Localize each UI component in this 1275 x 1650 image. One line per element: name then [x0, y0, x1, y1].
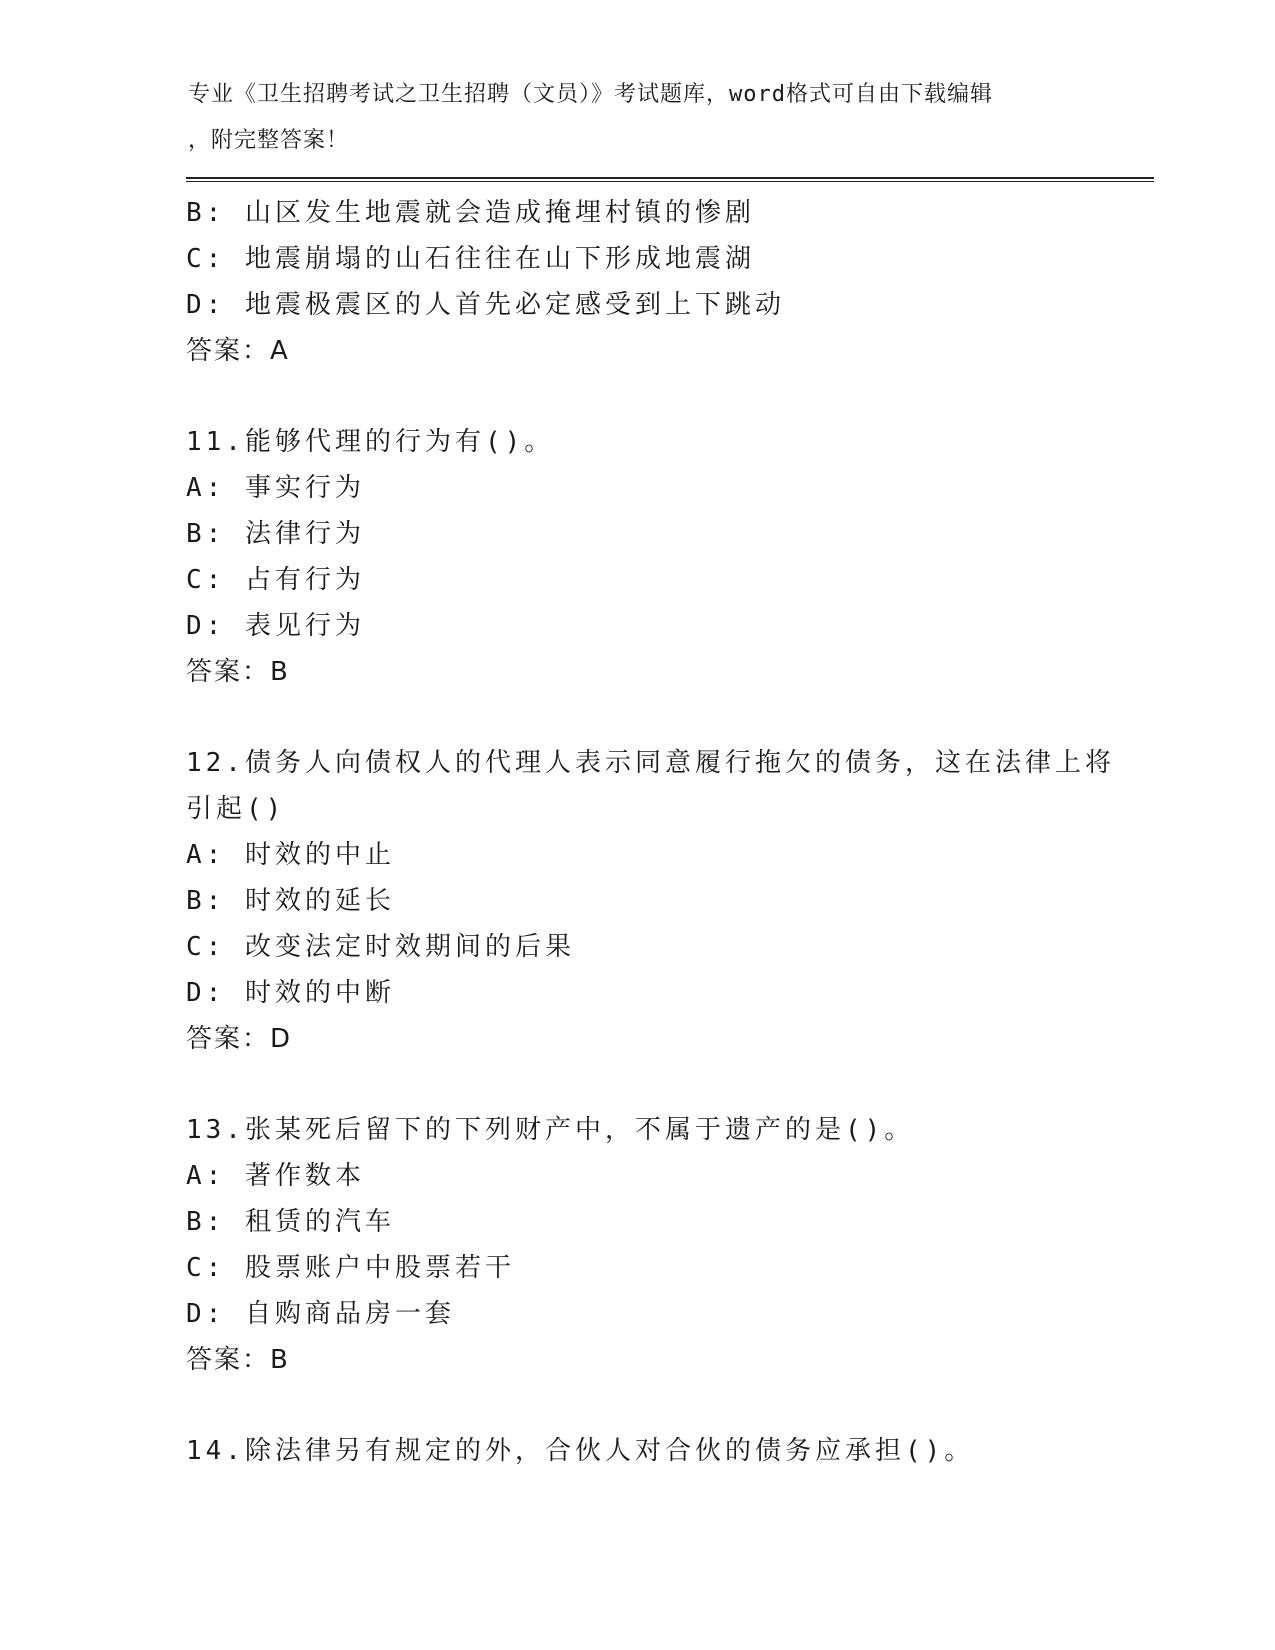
answer-label: 答案：B [186, 657, 290, 687]
question-11 [186, 419, 1086, 695]
option-d: D: 地震极震区的人首先必定感受到上下跳动 [186, 290, 785, 320]
option-b: B: 租赁的汽车 [186, 1207, 395, 1237]
document-header [188, 72, 1068, 164]
question-13 [186, 1107, 1086, 1383]
option-d: D: 时效的中断 [186, 978, 395, 1008]
option-c: C: 改变法定时效期间的后果 [186, 932, 575, 962]
header-divider-thin [186, 181, 1154, 182]
option-b: B: 山区发生地震就会造成掩埋村镇的惨剧 [186, 198, 755, 228]
option-d: D: 自购商品房一套 [186, 1299, 455, 1329]
question-title-line-2: 引起() [186, 794, 286, 824]
question-title: 14.除法律另有规定的外，合伙人对合伙的债务应承担()。 [186, 1436, 975, 1466]
option-d: D: 表见行为 [186, 611, 365, 641]
option-b: B: 时效的延长 [186, 886, 395, 916]
question-title-line-1: 12.债务人向债权人的代理人表示同意履行拖欠的债务，这在法律上将 [186, 748, 1115, 778]
option-c: C: 地震崩塌的山石往往在山下形成地震湖 [186, 244, 755, 274]
option-c: C: 占有行为 [186, 565, 365, 595]
question-title: 11.能够代理的行为有()。 [186, 427, 555, 457]
answer-label: 答案：D [186, 1024, 293, 1054]
question-title: 13.张某死后留下的下列财产中，不属于遗产的是()。 [186, 1115, 915, 1145]
option-b: B: 法律行为 [186, 519, 365, 549]
question-12 [186, 740, 1115, 1062]
header-line-2: ，附完整答案！ [188, 128, 350, 153]
header-line-1: 专业《卫生招聘考试之卫生招聘（文员）》考试题库，word格式可自由下载编辑 [188, 82, 993, 107]
question-list [186, 190, 1115, 1474]
answer-label: 答案：B [186, 1345, 290, 1375]
answer-label: 答案：A [186, 336, 290, 366]
question-14 [186, 1428, 1086, 1474]
header-divider-thick [186, 177, 1154, 179]
question-10 [186, 190, 1086, 374]
option-c: C: 股票账户中股票若干 [186, 1253, 515, 1283]
option-a: A: 事实行为 [186, 473, 365, 503]
option-a: A: 著作数本 [186, 1161, 365, 1191]
option-a: A: 时效的中止 [186, 840, 395, 870]
